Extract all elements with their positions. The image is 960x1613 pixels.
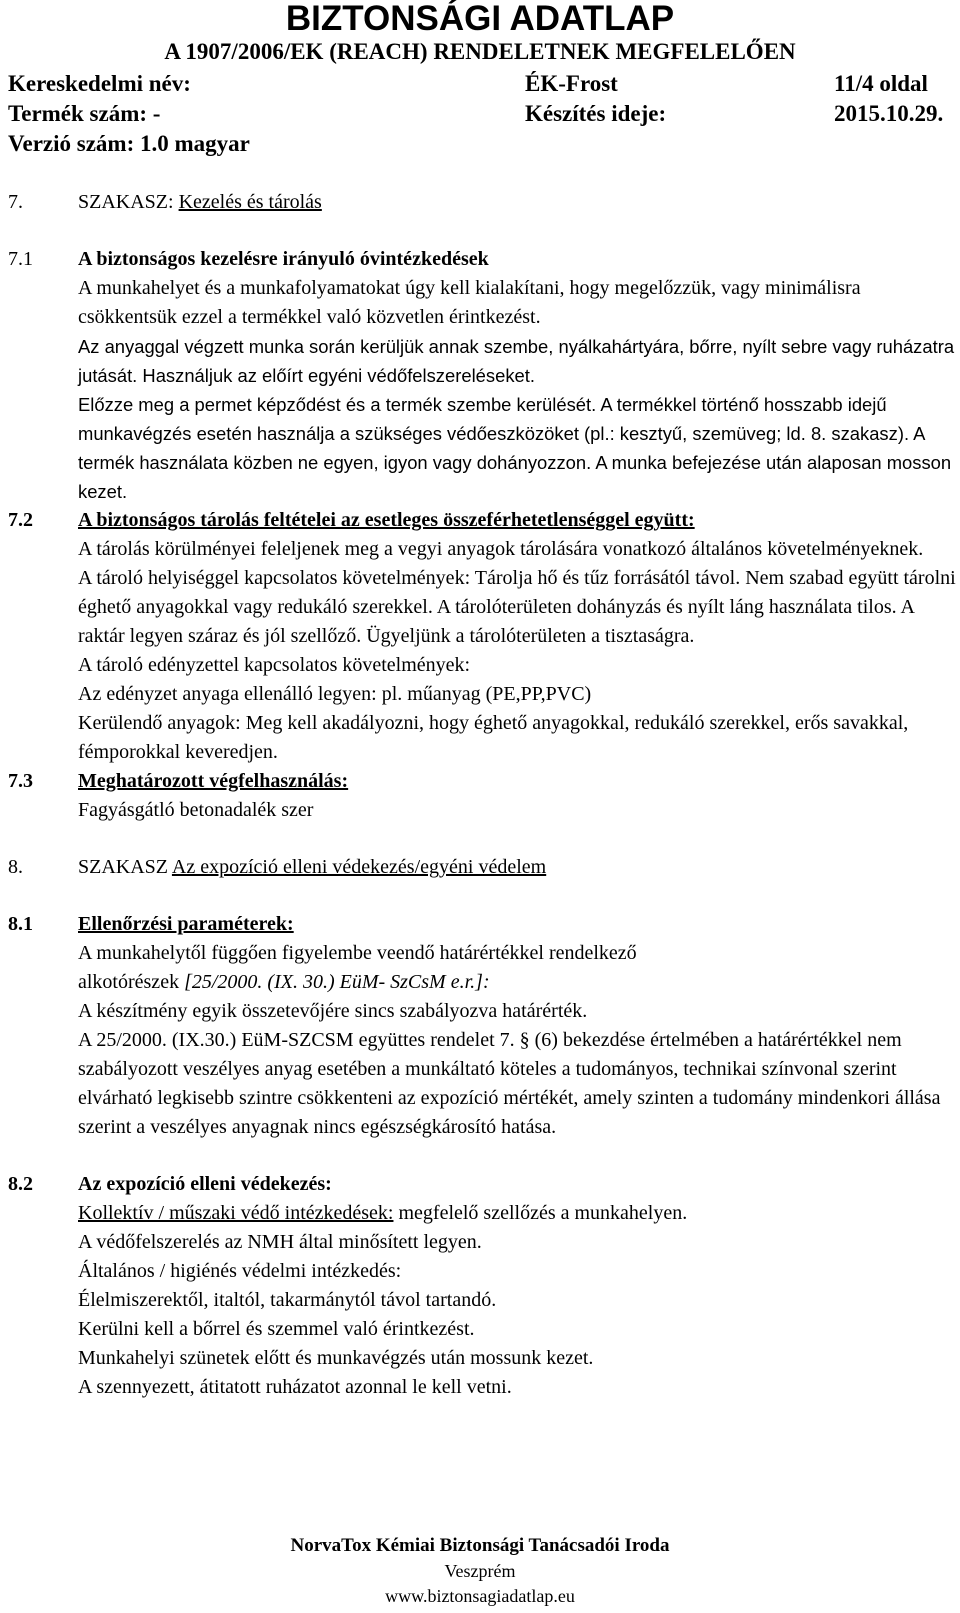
subsection-title: Meghatározott végfelhasználás:: [78, 770, 349, 792]
paragraph: A szennyezett, átitatott ruházatot azonnal le kell vetni.: [78, 1376, 512, 1398]
subsection-7-1-heading: [8, 245, 958, 274]
paragraph: alkotórészek [25/2000. (IX. 30.) EüM- SzCsM e.r.]:: [78, 971, 490, 993]
section-title: Kezelés és tárolás: [178, 191, 322, 213]
subsection-number: 7.3: [8, 770, 33, 792]
paragraph: Élelmiszerektől, italtól, takarmánytól távol tartandó.: [78, 1289, 497, 1311]
subsection-title: Az expozíció elleni védekezés:: [78, 1173, 332, 1195]
footer-city: Veszprém: [444, 1561, 516, 1581]
subsection-title: Ellenőrzési paraméterek:: [78, 913, 294, 935]
paragraph: A tárolás körülményei feleljenek meg a vegyi anyagok tárolására vonatkozó általános követelményeknek.: [78, 538, 924, 560]
footer-organization: NorvaTox Kémiai Biztonsági Tanácsadói Iroda: [290, 1535, 670, 1556]
subsection-7-2-heading: [8, 506, 958, 535]
paragraph: Az edényzet anyaga ellenálló legyen: pl. műanyag (PE,PP,PVC): [78, 683, 592, 705]
version-number: Verzió szám: 1.0 magyar: [8, 131, 250, 156]
paragraph: A készítmény egyik összetevőjére sincs szabályozva határérték.: [78, 1000, 588, 1022]
page-number: 11/4 oldal: [834, 71, 928, 96]
regulation-subtitle: A 1907/2006/EK (REACH) RENDELETNEK MEGFELELŐEN: [164, 39, 796, 64]
page-footer: [0, 1532, 960, 1609]
subsection-title: A biztonságos tárolás feltételei az esetleges összeférhetetlenséggel együtt:: [78, 509, 695, 531]
paragraph: A védőfelszerelés az NMH által minősített legyen.: [78, 1231, 482, 1253]
section-8-heading: [8, 853, 958, 882]
subsection-8-2-heading: [8, 1170, 958, 1199]
product-number: Termék szám: -: [8, 101, 161, 126]
section-number: 7.: [8, 191, 23, 213]
subsection-8-1-heading: [8, 910, 958, 939]
paragraph: Fagyásgátló betonadalék szer: [78, 799, 314, 821]
paragraph: Előzze meg a permet képződést és a termék szembe kerülését. A termékkel történő hosszabb idejű munkavégzés esetén használja a szükséges védőeszközöket (pl.: kesztyű, szemüveg; ld. 8. szakasz). A termék használata közben ne egyen, igyon vagy dohányozzon. A munka befejezése után alaposan mosson kezet.: [78, 394, 952, 502]
paragraph: Kerülendő anyagok: Meg kell akadályozni, hogy éghető anyagokkal, redukáló szerekkel, erős savakkal, fémporokkal keveredjen.: [78, 712, 909, 763]
subsection-7-3-heading: [8, 767, 958, 796]
paragraph: Kerülni kell a bőrrel és szemmel való érintkezést.: [78, 1318, 475, 1340]
paragraph: A munkahelyet és a munkafolyamatokat úgy kell kialakítani, hogy megelőzzük, vagy minimálisra csökkentsük ezzel a termékkel való közvetlen érintkezést.: [78, 277, 861, 328]
paragraph: A munkahelytől függően figyelembe veendő határértékkel rendelkező: [78, 942, 637, 964]
paragraph: Kollektív / műszaki védő intézkedések: megfelelő szellőzés a munkahelyen.: [78, 1202, 688, 1224]
subsection-number: 7.2: [8, 509, 33, 531]
section-prefix: SZAKASZ: [78, 856, 169, 878]
prepared-label: Készítés ideje:: [525, 101, 667, 126]
paragraph: A 25/2000. (IX.30.) EüM-SZCSM együttes rendelet 7. § (6) bekezdése értelmében a határértékkel nem szabályozott veszélyes anyag esetében a munkáltató köteles a tudományos, technikai színvonal szerint elvárható legkisebb szintre csökkenteni az expozíció mértékét, amely szinten a tudomány mindenkori állása szerint a veszélyes anyagnak nincs egészségkárosító hatása.: [78, 1029, 941, 1138]
subsection-title: A biztonságos kezelésre irányuló óvintézkedések: [78, 248, 489, 270]
section-7-heading: [8, 188, 958, 217]
section-title: Az expozíció elleni védekezés/egyéni védelem: [171, 856, 547, 878]
section-number: 8.: [8, 856, 23, 878]
document-title: BIZTONSÁGI ADATLAP: [285, 0, 675, 38]
subsection-number: 7.1: [8, 248, 33, 270]
document-body: [8, 188, 958, 1402]
paragraph: Az anyaggal végzett munka során kerüljük annak szembe, nyálkahártyára, bőrre, nyílt sebre vagy ruházatra jutását. Használjuk az előírt egyéni védőfelszereléseket.: [78, 336, 955, 386]
paragraph: Munkahelyi szünetek előtt és munkavégzés után mossunk kezet.: [78, 1347, 594, 1369]
subsection-number: 8.2: [8, 1173, 33, 1195]
prepared-date: 2015.10.29.: [834, 101, 944, 126]
paragraph: A tároló helyiséggel kapcsolatos követelmények: Tárolja hő és tűz forrásától távol. Nem szabad együtt tárolni éghető anyagokkal vagy redukáló szerekkel. A tárolóterületen dohányzás és nyílt láng használata tilos. A raktár legyen száraz és jól szellőző. Ügyeljünk a tárolóterületen a tisztaságra.: [78, 567, 956, 647]
trade-name-label: Kereskedelmi név:: [8, 71, 191, 96]
section-prefix: SZAKASZ:: [78, 191, 174, 213]
subsection-number: 8.1: [8, 913, 33, 935]
paragraph: Általános / higiénés védelmi intézkedés:: [78, 1260, 402, 1282]
footer-website: www.biztonsagiadatlap.eu: [385, 1586, 575, 1606]
paragraph: A tároló edényzettel kapcsolatos követelmények:: [78, 654, 471, 676]
trade-name-value: ÉK-Frost: [525, 71, 618, 96]
